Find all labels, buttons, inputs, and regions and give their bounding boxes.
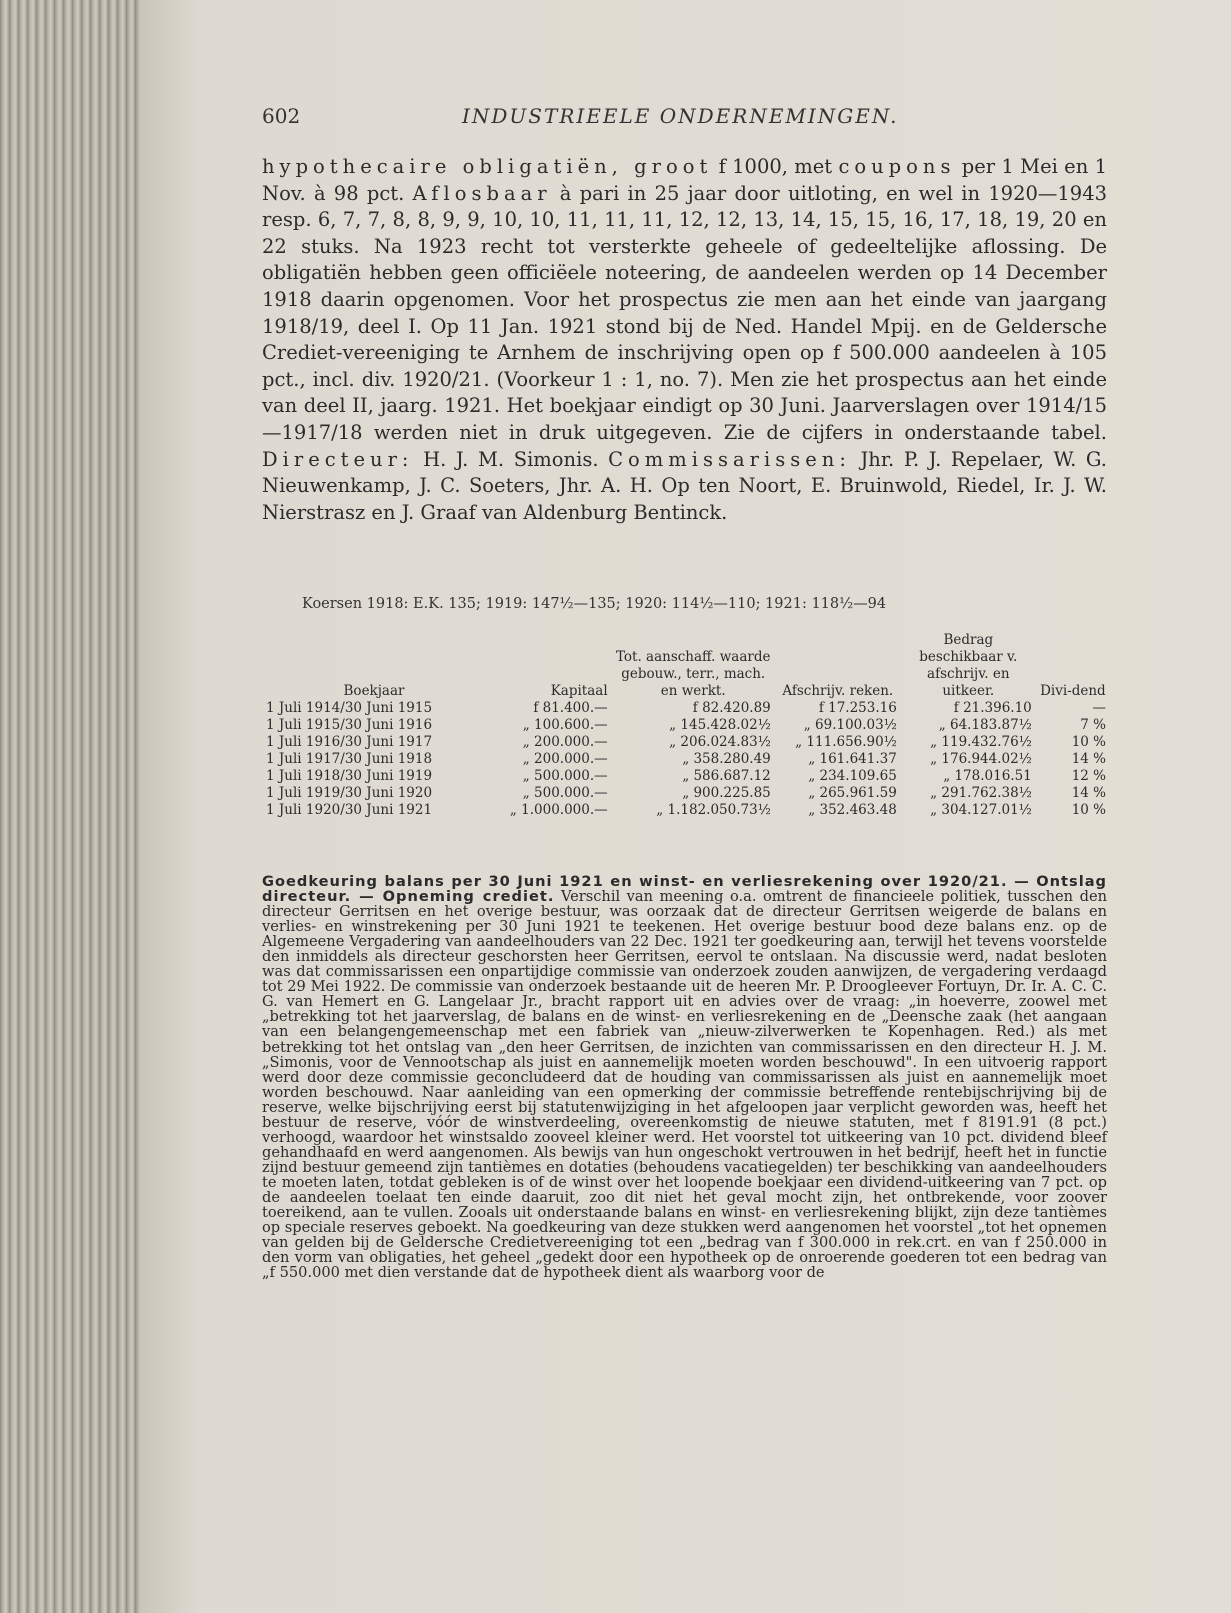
col-header-tot: Tot. aanschaff. waarde gebouw., terr., mach. en werkt. bbox=[615, 649, 771, 699]
cell-year: 1 Juli 1915/30 Juni 1916 bbox=[266, 717, 433, 733]
text-run: à pari in 25 jaar door uitloting, en wel in 1920—1943 resp. 6, 7, 7, 8, 8, 9, 9, 10, 10, 11, 11, 11, 12, 12, 13, 14, 15, 15, 16, 17, 18, 19, 20 en 22 stuks. Na 1923 recht tot versterkte geheele of gedeeltelijke aflossing. De obligatiën hebben geen officiëele noteering, de aandeelen werden op 14 December 1918 daarin opgenomen. Voor het prospectus zie men aan het einde van jaargang 1918/19, deel I. Op 11 Jan. 1921 stond bij de Ned. Handel Mpij. en de Geldersche Crediet-vereeniging te Arnhem de inschrijving open op f 500.000 aandeelen à 105 pct., incl. div. 1920/21. (Voorkeur 1 : 1, no. 7). Men zie het prospectus aan het einde van deel II, jaarg. 1921. Het boekjaar eindigt op 30 Juni. Jaarverslagen over 1914/15—1917/18 werden niet in druk uitgegeven. Zie de cijfers in onderstaande tabel. bbox=[262, 181, 1108, 444]
cell-bedrag: „ 178.016.51 bbox=[943, 768, 1032, 784]
cell-bedrag: „ 119.432.76½ bbox=[930, 734, 1032, 750]
book-spine-edge bbox=[0, 0, 150, 1613]
table-row bbox=[262, 734, 1110, 751]
spaced-term: hypothecaire obligatiën, groot bbox=[262, 155, 713, 178]
cell-bedrag: „ 304.127.01½ bbox=[930, 802, 1032, 818]
table-row bbox=[262, 768, 1110, 785]
cell-dividend: 12 % bbox=[1071, 768, 1106, 784]
cell-kapitaal: „ 1.000.000.— bbox=[509, 802, 608, 818]
section-block bbox=[262, 874, 1107, 1280]
cell-bedrag: „ 176.944.02½ bbox=[930, 751, 1032, 767]
table-row bbox=[262, 802, 1110, 819]
cell-dividend: 7 % bbox=[1080, 717, 1106, 733]
spaced-term: Directeur: bbox=[262, 447, 414, 471]
cell-tot: „ 1.182.050.73½ bbox=[656, 802, 771, 818]
section-paragraph bbox=[262, 874, 1107, 1280]
table-row bbox=[262, 717, 1110, 734]
cell-kapitaal: „ 500.000.— bbox=[522, 768, 608, 784]
cell-tot: f 82.420.89 bbox=[692, 700, 771, 716]
cell-year: 1 Juli 1916/30 Juni 1917 bbox=[266, 734, 433, 750]
col-header-year: Boekjaar bbox=[343, 683, 405, 699]
cell-tot: „ 586.687.12 bbox=[682, 768, 771, 784]
cell-dividend: 10 % bbox=[1071, 802, 1106, 818]
cell-kapitaal: „ 200.000.— bbox=[522, 734, 608, 750]
col-header-afschrijv: Afschrijv. reken. bbox=[782, 683, 894, 699]
col-header-kapitaal: Kapitaal bbox=[550, 683, 608, 699]
cell-dividend: 10 % bbox=[1071, 734, 1106, 750]
spaced-term: coupons bbox=[838, 155, 956, 178]
page-title: INDUSTRIEELE ONDERNEMINGEN. bbox=[462, 104, 899, 128]
cell-bedrag: „ 64.183.87½ bbox=[938, 717, 1032, 733]
cell-kapitaal: „ 100.600.— bbox=[522, 717, 608, 733]
text-run: f 1000, met bbox=[712, 155, 839, 178]
spaced-term: Aflosbaar bbox=[412, 181, 552, 205]
cell-afschrijv: „ 352.463.48 bbox=[808, 802, 897, 818]
text-run: per 1 Mei en 1 Nov. à 98 pct. bbox=[262, 155, 1107, 205]
cell-tot: „ 358.280.49 bbox=[682, 751, 771, 767]
cell-year: 1 Juli 1914/30 Juni 1915 bbox=[266, 700, 433, 716]
cell-bedrag: f 21.396.10 bbox=[953, 700, 1032, 716]
col-header-bedrag: Bedrag beschikbaar v. afschrijv. en uitkeer. bbox=[919, 632, 1018, 699]
cell-afschrijv: „ 69.100.03½ bbox=[803, 717, 897, 733]
section-heading: Goedkeuring balans per 30 Juni 1921 en winst- en verliesrekening over 1920/21. — Ontslag directeur. — Opneming crediet. bbox=[262, 873, 1107, 906]
cell-year: 1 Juli 1919/30 Juni 1920 bbox=[266, 785, 433, 801]
table-row bbox=[262, 785, 1110, 802]
cell-afschrijv: „ 265.961.59 bbox=[808, 785, 897, 801]
cell-bedrag: „ 291.762.38½ bbox=[930, 785, 1032, 801]
col-header-dividend: Divi-dend bbox=[1040, 683, 1106, 699]
koersen-line: Koersen 1918: E.K. 135; 1919: 147½—135; 1920: 114½—110; 1921: 118½—94 bbox=[302, 596, 887, 612]
page-number: 602 bbox=[262, 104, 301, 128]
section-text: Verschil van meening o.a. omtrent de financieele politiek, tusschen den directeur Gerritsen en het overige bestuur, was oorzaak dat de directeur Gerritsen weigerde de balans en verlies- en winstrekening per 30 Juni 1921 te teekenen. Het overige bestuur bood deze balans enz. op de Algemeene Vergadering van aandeelhouders van 22 Dec. 1921 ter goedkeuring aan, terwijl het tevens voorstelde den inmiddels als directeur geschorsten heer Gerritsen, eervol te ontslaan. Na discussie werd, nadat besloten was dat commissarissen een onpartijdige commissie van onderzoek zouden aanwijzen, de vergadering verdaagd tot 29 Mei 1922. De commissie van onderzoek bestaande uit de heeren Mr. P. Droogleever Fortuyn, Dr. Ir. A. C. C. G. van Hemert en G. Langelaar Jr., bracht rapport uit en advies over de vraag: „in hoeverre, zoowel met „betrekking tot het jaarverslag, de balans en de winst- en verliesrekening en de „Deensche zaak (het aangaan van een belangengemeenschap met een fabriek van „nieuw-zilverwerken te Kopenhagen. Red.) als met betrekking tot het ontslag van „den heer Gerritsen, de inzichten van commissarissen en den directeur H. J. M. „Simonis, voor de Vennootschap als juist en aannemelijk moeten worden beschouwd". In een uitvoerig rapport werd door deze commissie geconcludeerd dat de houding van commissarissen als juist en aannemelijk moet worden beschouwd. Naar aanleiding van een opmerking der commissie betreffende rentebijschrijving bij de reserve, welke bijschrijving eerst bij statutenwijziging in het afgeloopen jaar verplicht geworden was, heeft het bestuur de reserve, vóór de winstverdeeling, overeenkomstig de nieuwe statuten, met f 8191.91 (8 pct.) verhoogd, waardoor het winstsaldo zooveel kleiner werd. Het voorstel tot uitkeering van 10 pct. dividend bleef gehandhaafd en werd aangenomen. Als bewijs van hun ongeschokt vertrouwen in het bedrijf, heeft het in functie zijnd bestuur gemeend zijn tantièmes en dotaties (behoudens vacatiegelden) ter beschikking van aandeelhouders te moeten laten, totdat gebleken is of de winst over het loopende boekjaar een dividend-uitkeering van 7 pct. op de aandeelen toelaat ten einde daaruit, zoo dit niet het geval mocht zijn, het ontbrekende, voor zoover toereikend, aan te vullen. Zooals uit onderstaande balans en winst- en verliesrekening blijkt, zijn deze tantièmes op speciale reserves geboekt. Na goedkeuring van deze stukken werd aangenomen het voorstel „tot het opnemen van gelden bij de Geldersche Credietvereeniging tot een „bedrag van f 300.000 in rek.crt. en van f 250.000 in den vorm van obligaties, het geheel „gedekt door een hypotheek op de onroerende goederen tot een bedrag van „f 550.000 met dien verstande dat de hypotheek dient als waarborg voor de bbox=[262, 888, 1107, 1282]
cell-tot: „ 206.024.83½ bbox=[669, 734, 771, 750]
cell-tot: „ 145.428.02½ bbox=[669, 717, 771, 733]
cell-tot: „ 900.225.85 bbox=[682, 785, 771, 801]
table-header-row bbox=[262, 632, 1110, 700]
cell-afschrijv: „ 234.109.65 bbox=[808, 768, 897, 784]
body-paragraph bbox=[262, 154, 1107, 526]
spaced-term: Commissarissen: bbox=[608, 447, 851, 471]
cell-afschrijv: „ 161.641.37 bbox=[808, 751, 897, 767]
financial-table bbox=[262, 632, 1110, 819]
cell-year: 1 Juli 1918/30 Juni 1919 bbox=[266, 768, 433, 784]
text-run: H. J. M. Simonis. bbox=[413, 447, 609, 471]
cell-kapitaal: „ 500.000.— bbox=[522, 785, 608, 801]
cell-year: 1 Juli 1917/30 Juni 1918 bbox=[266, 751, 433, 767]
body-text bbox=[262, 154, 1107, 526]
table-row bbox=[262, 751, 1110, 768]
cell-dividend: 14 % bbox=[1071, 785, 1106, 801]
text-run: Jhr. P. J. Repelaer, W. G. Nieuwenkamp, J. C. Soeters, Jhr. A. H. Op ten Noort, E. Bruinwold, Riedel, Ir. J. W. Nierstrasz en J. Graaf van Aldenburg Bentinck. bbox=[262, 447, 1107, 524]
cell-kapitaal: „ 200.000.— bbox=[522, 751, 608, 767]
cell-afschrijv: „ 111.656.90½ bbox=[795, 734, 897, 750]
cell-dividend: 14 % bbox=[1071, 751, 1106, 767]
page-header bbox=[262, 104, 1122, 134]
cell-year: 1 Juli 1920/30 Juni 1921 bbox=[266, 802, 433, 818]
cell-kapitaal: f 81.400.— bbox=[533, 700, 608, 716]
cell-dividend: — bbox=[1092, 700, 1106, 716]
cell-afschrijv: f 17.253.16 bbox=[818, 700, 897, 716]
table-row bbox=[262, 700, 1110, 717]
